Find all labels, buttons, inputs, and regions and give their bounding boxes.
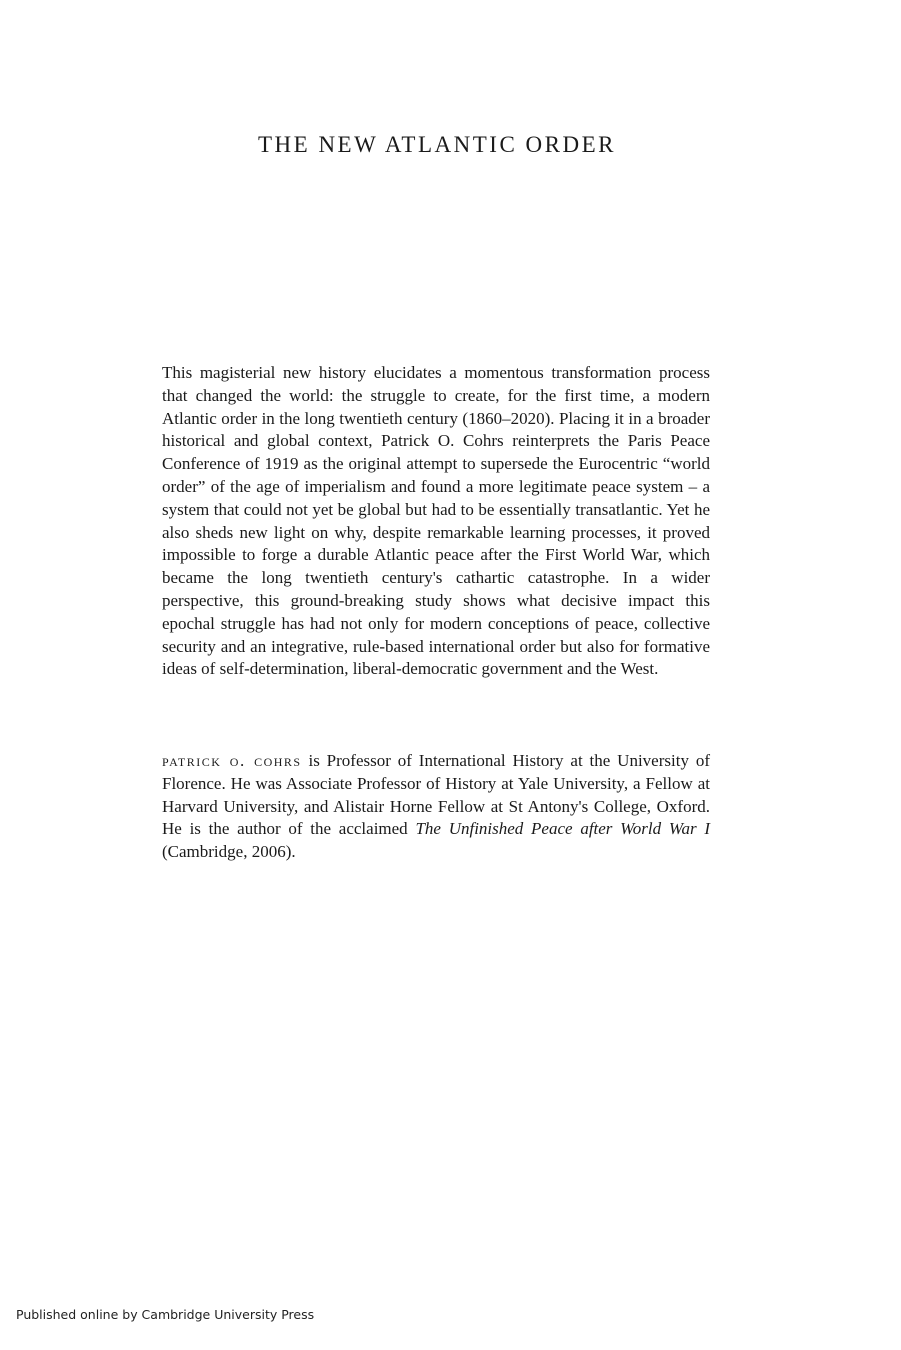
publisher-footer: Published online by Cambridge University Press <box>16 1307 315 1322</box>
book-title: THE NEW ATLANTIC ORDER <box>257 132 617 157</box>
author-name: patrick o. cohrs <box>162 751 302 770</box>
bio-text-before: is Professor of International History at the University of Florence. He was Associate Professor of History at Yale University, a Fellow at Harvard University, and Alistair Horne Fellow at St Antony's College, Oxford. He is the author of the acclaimed <box>162 751 710 839</box>
bio-text-after: (Cambridge, 2006). <box>162 842 296 862</box>
author-bio <box>162 750 710 864</box>
previous-book-title: The Unfinished Peace after World War I <box>415 819 710 839</box>
book-blurb: This magisterial new history elucidates a momentous transformation process that changed the world: the struggle to create, for the first time, a modern Atlantic order in the long twentieth century (1860–2020). Placing it in a broader historical and global context, Patrick O. Cohrs reinterprets the Paris Peace Conference of 1919 as the original attempt to supersede the Eurocentric “world order” of the age of imperialism and found a more legitimate peace system – a system that could not yet be global but had to be essentially transatlantic. Yet he also sheds new light on why, despite remarkable learning processes, it proved impossible to forge a durable Atlantic peace after the First World War, which became the long twentieth century's cathartic catastrophe. In a wider perspective, this ground-breaking study shows what decisive impact this epochal struggle has had not only for modern conceptions of peace, collective security and an integrative, rule-based international order but also for formative ideas of self-determination, liberal-democratic government and the West. <box>162 363 710 679</box>
